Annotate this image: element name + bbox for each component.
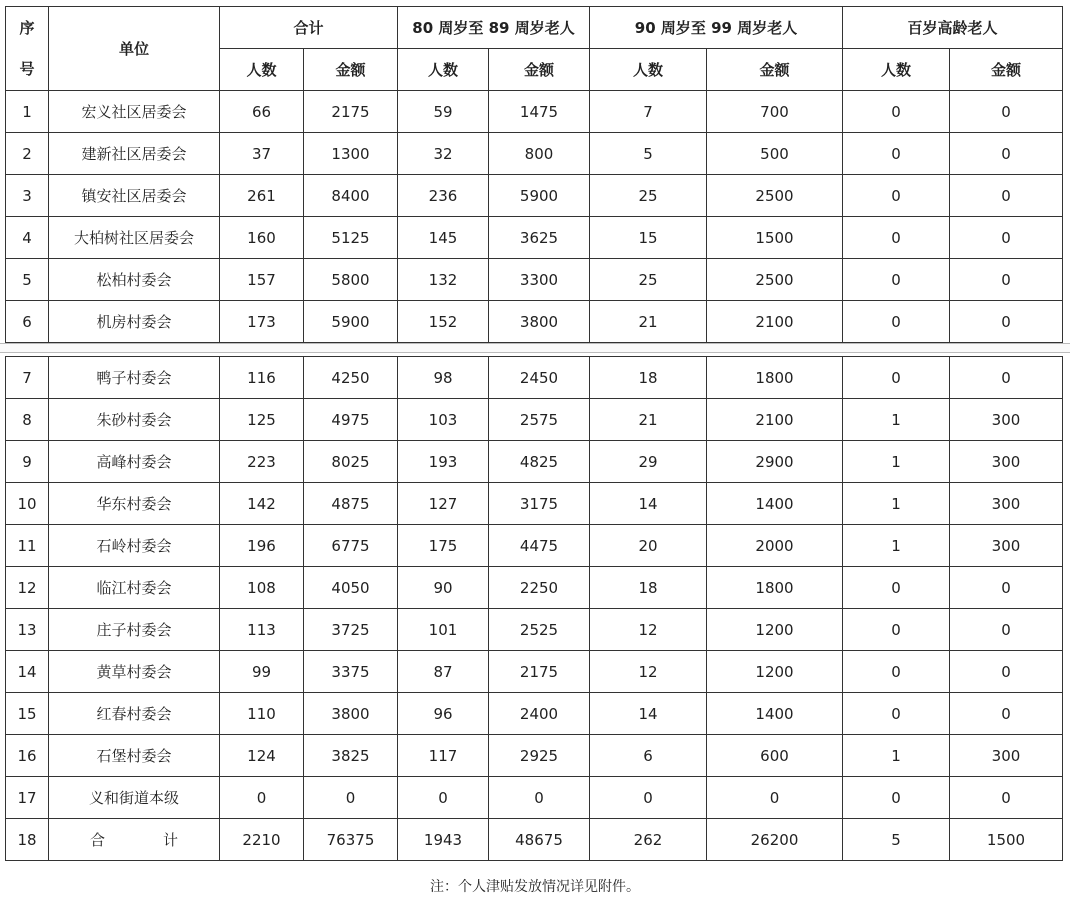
age80-amount-cell: 5900	[489, 175, 590, 217]
seq-cell: 14	[6, 651, 49, 693]
age80-people-cell: 101	[398, 609, 489, 651]
age80-people-cell: 96	[398, 693, 489, 735]
age80-people-cell: 152	[398, 301, 489, 343]
total-people-cell: 66	[220, 91, 304, 133]
total-amount-cell: 3800	[304, 693, 398, 735]
total-people-cell: 223	[220, 441, 304, 483]
age90-amount-cell: 600	[707, 735, 843, 777]
age90-amount-cell: 0	[707, 777, 843, 819]
age100-people-cell: 0	[843, 133, 950, 175]
people-header: 人数	[398, 49, 489, 91]
age90-people-cell: 25	[590, 175, 707, 217]
age100-amount-cell: 300	[950, 735, 1063, 777]
seq-cell: 13	[6, 609, 49, 651]
age100-people-cell: 1	[843, 399, 950, 441]
age90-amount-cell: 1200	[707, 651, 843, 693]
age80-amount-cell: 2525	[489, 609, 590, 651]
age90-people-cell: 14	[590, 483, 707, 525]
age100-amount-cell: 300	[950, 483, 1063, 525]
age100-people-cell: 1	[843, 483, 950, 525]
unit-cell: 义和街道本级	[49, 777, 220, 819]
unit-cell: 机房村委会	[49, 301, 220, 343]
age100-amount-cell: 0	[950, 693, 1063, 735]
total-people-cell: 110	[220, 693, 304, 735]
seq-cell: 7	[6, 357, 49, 399]
amount-header: 金额	[304, 49, 398, 91]
age90-people-cell: 18	[590, 567, 707, 609]
table-row	[6, 483, 1063, 525]
table-row	[6, 525, 1063, 567]
seq-cell: 5	[6, 259, 49, 301]
age80-people-cell: 193	[398, 441, 489, 483]
amount-header: 金额	[950, 49, 1063, 91]
age100-amount-cell: 300	[950, 399, 1063, 441]
age100-people-cell: 0	[843, 567, 950, 609]
age100-amount-cell: 0	[950, 217, 1063, 259]
age90-amount-cell: 1400	[707, 693, 843, 735]
age100-amount-cell: 1500	[950, 819, 1063, 861]
unit-header: 单位	[49, 7, 220, 91]
age100-amount-cell: 0	[950, 609, 1063, 651]
age80-amount-cell: 48675	[489, 819, 590, 861]
age100-people-cell: 0	[843, 357, 950, 399]
age90-people-cell: 14	[590, 693, 707, 735]
age80-people-cell: 98	[398, 357, 489, 399]
table-row	[6, 301, 1063, 343]
age90-amount-cell: 2900	[707, 441, 843, 483]
age100-people-cell: 0	[843, 777, 950, 819]
unit-cell: 鸭子村委会	[49, 357, 220, 399]
age80-amount-cell: 3175	[489, 483, 590, 525]
total-people-cell: 173	[220, 301, 304, 343]
age80-amount-cell: 2925	[489, 735, 590, 777]
total-amount-cell: 5800	[304, 259, 398, 301]
age80-people-cell: 175	[398, 525, 489, 567]
age100-amount-cell: 0	[950, 357, 1063, 399]
total-people-cell: 99	[220, 651, 304, 693]
age90-amount-cell: 1800	[707, 567, 843, 609]
age90-people-cell: 12	[590, 651, 707, 693]
seq-cell: 15	[6, 693, 49, 735]
age90-people-cell: 20	[590, 525, 707, 567]
age90-amount-cell: 2500	[707, 175, 843, 217]
age80-amount-cell: 800	[489, 133, 590, 175]
seq-header	[6, 7, 49, 91]
group-header-80-89: 80 周岁至 89 周岁老人	[398, 7, 590, 49]
age100-people-cell: 0	[843, 217, 950, 259]
allowance-table-part-2	[5, 356, 1063, 861]
table-row	[6, 609, 1063, 651]
age90-people-cell: 29	[590, 441, 707, 483]
table-row	[6, 735, 1063, 777]
age100-amount-cell: 0	[950, 91, 1063, 133]
unit-cell: 石堡村委会	[49, 735, 220, 777]
age80-people-cell: 117	[398, 735, 489, 777]
age90-people-cell: 7	[590, 91, 707, 133]
table-row	[6, 259, 1063, 301]
age80-amount-cell: 2250	[489, 567, 590, 609]
unit-cell: 庄子村委会	[49, 609, 220, 651]
table-row	[6, 217, 1063, 259]
age80-amount-cell: 2450	[489, 357, 590, 399]
allowance-table-part-1	[5, 6, 1063, 343]
seq-cell: 12	[6, 567, 49, 609]
total-people-cell: 124	[220, 735, 304, 777]
table-row	[6, 441, 1063, 483]
total-people-cell: 0	[220, 777, 304, 819]
seq-header-top: 序	[19, 18, 35, 37]
total-people-cell: 160	[220, 217, 304, 259]
total-people-cell: 125	[220, 399, 304, 441]
total-label-right: 计	[163, 831, 179, 849]
seq-cell: 6	[6, 301, 49, 343]
table-row	[6, 357, 1063, 399]
age80-people-cell: 90	[398, 567, 489, 609]
total-people-cell: 261	[220, 175, 304, 217]
unit-cell: 华东村委会	[49, 483, 220, 525]
total-amount-cell: 76375	[304, 819, 398, 861]
age80-people-cell: 0	[398, 777, 489, 819]
age100-amount-cell: 0	[950, 567, 1063, 609]
age90-amount-cell: 1400	[707, 483, 843, 525]
group-header-total: 合计	[220, 7, 398, 49]
unit-cell: 松柏村委会	[49, 259, 220, 301]
age100-amount-cell: 0	[950, 651, 1063, 693]
total-amount-cell: 0	[304, 777, 398, 819]
amount-header: 金额	[489, 49, 590, 91]
total-amount-cell: 4975	[304, 399, 398, 441]
table-row	[6, 175, 1063, 217]
unit-cell: 石岭村委会	[49, 525, 220, 567]
age90-amount-cell: 1800	[707, 357, 843, 399]
age90-amount-cell: 1200	[707, 609, 843, 651]
age100-people-cell: 0	[843, 301, 950, 343]
unit-cell: 建新社区居委会	[49, 133, 220, 175]
seq-cell: 3	[6, 175, 49, 217]
seq-cell: 17	[6, 777, 49, 819]
age90-people-cell: 6	[590, 735, 707, 777]
amount-header: 金额	[707, 49, 843, 91]
age80-amount-cell: 2175	[489, 651, 590, 693]
age80-people-cell: 127	[398, 483, 489, 525]
age80-people-cell: 236	[398, 175, 489, 217]
age100-people-cell: 5	[843, 819, 950, 861]
seq-cell: 16	[6, 735, 49, 777]
seq-cell: 10	[6, 483, 49, 525]
age80-people-cell: 132	[398, 259, 489, 301]
unit-cell: 大柏树社区居委会	[49, 217, 220, 259]
age90-people-cell: 25	[590, 259, 707, 301]
total-people-cell: 37	[220, 133, 304, 175]
total-amount-cell: 2175	[304, 91, 398, 133]
people-header: 人数	[220, 49, 304, 91]
age100-amount-cell: 0	[950, 301, 1063, 343]
age100-people-cell: 0	[843, 651, 950, 693]
age100-amount-cell: 0	[950, 175, 1063, 217]
footnote: 注：个人津贴发放情况详见附件。	[430, 879, 640, 895]
age90-amount-cell: 26200	[707, 819, 843, 861]
age90-amount-cell: 2000	[707, 525, 843, 567]
age80-amount-cell: 3800	[489, 301, 590, 343]
total-row	[6, 819, 1063, 861]
age90-people-cell: 5	[590, 133, 707, 175]
age90-people-cell: 0	[590, 777, 707, 819]
age90-amount-cell: 2100	[707, 301, 843, 343]
total-people-cell: 196	[220, 525, 304, 567]
age90-people-cell: 12	[590, 609, 707, 651]
age80-amount-cell: 4825	[489, 441, 590, 483]
age80-people-cell: 145	[398, 217, 489, 259]
age90-amount-cell: 500	[707, 133, 843, 175]
total-amount-cell: 4875	[304, 483, 398, 525]
age80-people-cell: 1943	[398, 819, 489, 861]
table-row	[6, 567, 1063, 609]
age90-people-cell: 18	[590, 357, 707, 399]
table-row	[6, 651, 1063, 693]
total-people-cell: 116	[220, 357, 304, 399]
age90-people-cell: 15	[590, 217, 707, 259]
age80-amount-cell: 3625	[489, 217, 590, 259]
total-people-cell: 157	[220, 259, 304, 301]
age80-people-cell: 59	[398, 91, 489, 133]
seq-header-bottom: 号	[19, 59, 35, 78]
age90-amount-cell: 700	[707, 91, 843, 133]
age100-people-cell: 0	[843, 91, 950, 133]
age90-people-cell: 262	[590, 819, 707, 861]
age100-people-cell: 1	[843, 735, 950, 777]
unit-cell: 宏义社区居委会	[49, 91, 220, 133]
page-break-divider	[0, 343, 1070, 353]
unit-cell: 临江村委会	[49, 567, 220, 609]
age80-amount-cell: 0	[489, 777, 590, 819]
total-amount-cell: 8400	[304, 175, 398, 217]
age80-people-cell: 32	[398, 133, 489, 175]
age100-people-cell: 1	[843, 525, 950, 567]
table-row	[6, 133, 1063, 175]
seq-cell: 2	[6, 133, 49, 175]
total-amount-cell: 6775	[304, 525, 398, 567]
unit-cell: 红春村委会	[49, 693, 220, 735]
seq-cell: 18	[6, 819, 49, 861]
age100-people-cell: 0	[843, 259, 950, 301]
total-amount-cell: 3725	[304, 609, 398, 651]
unit-cell: 镇安社区居委会	[49, 175, 220, 217]
age80-amount-cell: 2575	[489, 399, 590, 441]
people-header: 人数	[843, 49, 950, 91]
group-header-centenarian: 百岁高龄老人	[843, 7, 1063, 49]
unit-cell: 黄草村委会	[49, 651, 220, 693]
seq-cell: 8	[6, 399, 49, 441]
age100-amount-cell: 0	[950, 777, 1063, 819]
age100-people-cell: 0	[843, 609, 950, 651]
age80-amount-cell: 2400	[489, 693, 590, 735]
unit-cell	[49, 819, 220, 861]
age100-amount-cell: 300	[950, 525, 1063, 567]
age80-people-cell: 87	[398, 651, 489, 693]
table-row	[6, 777, 1063, 819]
total-people-cell: 2210	[220, 819, 304, 861]
age80-amount-cell: 1475	[489, 91, 590, 133]
age100-people-cell: 0	[843, 175, 950, 217]
total-people-cell: 113	[220, 609, 304, 651]
age80-people-cell: 103	[398, 399, 489, 441]
age80-amount-cell: 3300	[489, 259, 590, 301]
total-amount-cell: 1300	[304, 133, 398, 175]
total-amount-cell: 4050	[304, 567, 398, 609]
total-label-left: 合	[89, 831, 105, 849]
age100-amount-cell: 0	[950, 133, 1063, 175]
total-amount-cell: 4250	[304, 357, 398, 399]
seq-cell: 11	[6, 525, 49, 567]
unit-cell: 朱砂村委会	[49, 399, 220, 441]
seq-cell: 1	[6, 91, 49, 133]
people-header: 人数	[590, 49, 707, 91]
age100-amount-cell: 300	[950, 441, 1063, 483]
total-amount-cell: 8025	[304, 441, 398, 483]
age90-amount-cell: 2100	[707, 399, 843, 441]
table-row	[6, 399, 1063, 441]
age100-people-cell: 0	[843, 693, 950, 735]
age100-people-cell: 1	[843, 441, 950, 483]
table-row	[6, 91, 1063, 133]
age90-amount-cell: 1500	[707, 217, 843, 259]
seq-cell: 4	[6, 217, 49, 259]
total-amount-cell: 3825	[304, 735, 398, 777]
seq-cell: 9	[6, 441, 49, 483]
age80-amount-cell: 4475	[489, 525, 590, 567]
unit-cell: 高峰村委会	[49, 441, 220, 483]
age90-people-cell: 21	[590, 399, 707, 441]
total-amount-cell: 5900	[304, 301, 398, 343]
age90-people-cell: 21	[590, 301, 707, 343]
total-people-cell: 142	[220, 483, 304, 525]
table-row	[6, 693, 1063, 735]
total-people-cell: 108	[220, 567, 304, 609]
age90-amount-cell: 2500	[707, 259, 843, 301]
group-header-90-99: 90 周岁至 99 周岁老人	[590, 7, 843, 49]
total-amount-cell: 3375	[304, 651, 398, 693]
total-amount-cell: 5125	[304, 217, 398, 259]
age100-amount-cell: 0	[950, 259, 1063, 301]
